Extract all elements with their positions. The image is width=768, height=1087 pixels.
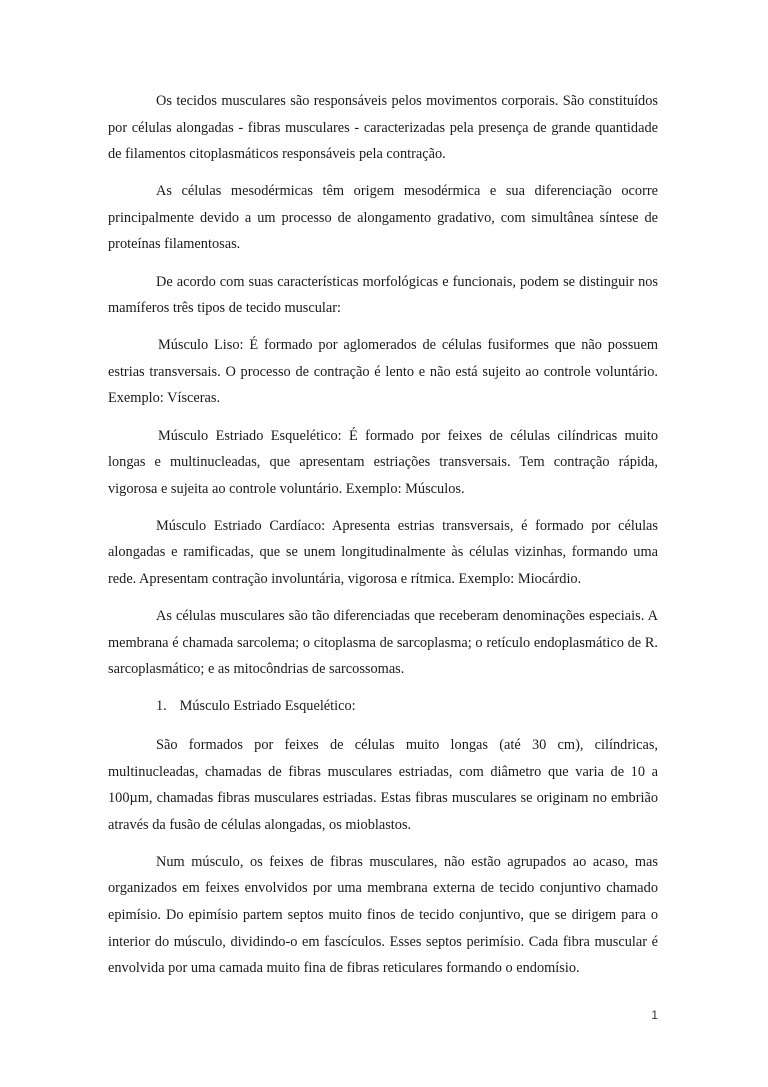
paragraph-special-names: As células musculares são tão diferenciadas que receberam denominações especiais. A membrana é chamada sarcolema; o citoplasma de sarcoplasma; o retículo endoplasmático de R. sarcoplasmático; e as mitocôndrias de sarcossomas. xyxy=(108,608,658,678)
paragraph-mesodermal-cells: As células mesodérmicas têm origem mesodérmica e sua diferenciação ocorre principalmente devido a um processo de alongamento gradativo, com simultânea síntese de proteínas filamentosas. xyxy=(108,183,658,253)
paragraph-skeletal-muscle: Músculo Estriado Esquelético: É formado por feixes de células cilíndricas muito longas e multinucleadas, que apresentam estriações transversais. Tem contração rápida, vigorosa e sujeita ao controle voluntário. Exemplo: Músculos. xyxy=(108,427,658,497)
paragraph-muscle-organization: Num músculo, os feixes de fibras musculares, não estão agrupados ao acaso, mas organizados em feixes envolvidos por uma membrana externa de tecido conjuntivo chamado epimísio. Do epimísio partem septos muito finos de tecido conjuntivo, que se dirigem para o interior do músculo, dividindo-o em fascículos. Esses septos perimísio. Cada fibra muscular é envolvida por uma camada muito fina de fibras reticulares formando o endomísio. xyxy=(108,853,658,977)
paragraph-intro: Os tecidos musculares são responsáveis pelos movimentos corporais. São constituídos por células alongadas - fibras musculares - caracterizadas pela presença de grande quantidade de filamentos citoplasmáticos responsáveis pela contração. xyxy=(108,93,658,163)
document-body xyxy=(108,88,658,992)
paragraph-muscle-types: De acordo com suas características morfológicas e funcionais, podem se distinguir nos mamíferos três tipos de tecido muscular: xyxy=(108,273,658,317)
list-item-text: Músculo Estriado Esquelético: xyxy=(179,698,356,715)
paragraph-smooth-muscle: Músculo Liso: É formado por aglomerados de células fusiformes que não possuem estrias transversais. O processo de contração é lento e não está sujeito ao controle voluntário. Exemplo: Vísceras. xyxy=(108,337,658,407)
page-number: 1 xyxy=(651,1008,658,1022)
list-number: 1. xyxy=(156,698,167,715)
paragraph-cardiac-muscle: Músculo Estriado Cardíaco: Apresenta estrias transversais, é formado por células alongadas e ramificadas, que se unem longitudinalmente às células vizinhas, formando uma rede. Apresentam contração involuntária, vigorosa e rítmica. Exemplo: Miocárdio. xyxy=(108,517,658,587)
paragraph-skeletal-fibers: São formados por feixes de células muito longas (até 30 cm), cilíndricas, multinucleadas, chamadas de fibras musculares estriadas, com diâmetro que varia de 10 a 100µm, chamadas fibras musculares estriadas. Estas fibras musculares se originam no embrião através da fusão de células alongadas, os mioblastos. xyxy=(108,736,658,833)
section-heading-skeletal xyxy=(108,693,658,720)
